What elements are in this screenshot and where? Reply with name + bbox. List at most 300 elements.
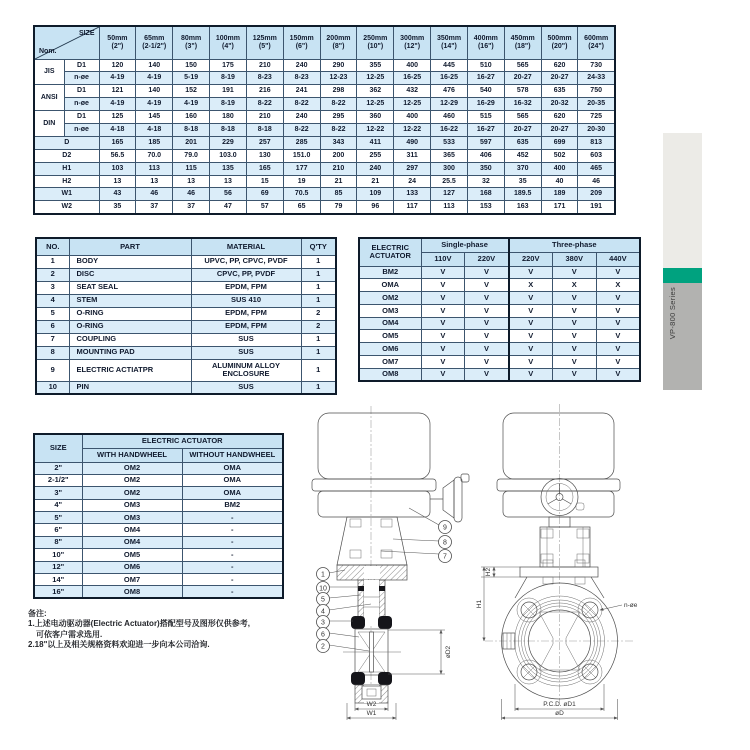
table-cell: 56.5 (99, 149, 136, 162)
table-cell: 57 (246, 201, 283, 214)
table-cell: 1 (301, 359, 336, 381)
table-cell: V (421, 279, 465, 292)
table-cell: 1 (301, 281, 336, 294)
table-cell: SUS (191, 346, 301, 359)
note-line: 1.上述电动驱动器(Electric Actuator)搭配型号及图形仅供参考, (28, 619, 250, 629)
table-cell: 135 (210, 162, 247, 175)
table-cell: 65 (283, 201, 320, 214)
table-cell: V (421, 266, 465, 279)
table-cell: 127 (431, 188, 468, 201)
table-cell: V (421, 292, 465, 305)
table-cell: 125 (99, 111, 136, 124)
table-cell: 12-29 (431, 98, 468, 111)
table-cell: V (509, 317, 553, 330)
table-cell: 620 (541, 111, 578, 124)
model-label: OM5 (359, 330, 421, 343)
table-cell: EPDM, FPM (191, 320, 301, 333)
row-label: D1 (64, 85, 99, 98)
table-cell: SUS (191, 381, 301, 394)
table-cell: 115 (173, 162, 210, 175)
handwheel-front (541, 479, 584, 516)
table-cell: OM8 (82, 586, 182, 598)
dim-h2 (481, 567, 520, 577)
table-cell: 730 (578, 59, 615, 72)
dim-label: øD (555, 710, 564, 717)
row-label: H1 (34, 162, 99, 175)
table-cell: 400 (541, 162, 578, 175)
table-row (359, 292, 640, 305)
table-cell: 201 (173, 136, 210, 149)
table-row (359, 356, 640, 369)
table-cell: BODY (69, 255, 191, 268)
table-cell: V (421, 317, 465, 330)
table-cell: 10 (36, 381, 69, 394)
callout-1 (317, 568, 330, 581)
dim-label: P.C.D. øD1 (543, 701, 576, 708)
table-row (34, 474, 283, 486)
actuator-housing-front (497, 413, 620, 517)
table-cell: OM7 (82, 574, 182, 586)
table-cell: 165 (246, 162, 283, 175)
table-cell: V (421, 356, 465, 369)
table-cell: V (509, 343, 553, 356)
table-cell: 46 (578, 175, 615, 188)
phase-group-header: Single-phase (421, 238, 509, 252)
table-row (359, 317, 640, 330)
table-row (34, 586, 283, 598)
standard-label: DIN (34, 111, 64, 137)
table-cell: 160 (173, 111, 210, 124)
mounting-pad-section (337, 565, 407, 580)
table-cell: 16-32 (504, 98, 541, 111)
valve-body-section (343, 616, 401, 685)
column-header: 300mm (12") (394, 26, 431, 59)
table-cell: 620 (541, 59, 578, 72)
table-cell: 70.5 (283, 188, 320, 201)
table-cell: OMA (182, 487, 283, 499)
table-cell: X (596, 279, 640, 292)
table-cell: V (465, 317, 509, 330)
table-cell: 16-27 (467, 72, 504, 85)
model-label: OM6 (359, 343, 421, 356)
table-cell: - (182, 549, 283, 561)
table-cell: 452 (504, 149, 541, 162)
table-cell: 1 (301, 255, 336, 268)
table-cell: 4 (36, 294, 69, 307)
row-label: W2 (34, 201, 99, 214)
column-header: NO. (36, 238, 69, 255)
series-tab-accent (663, 268, 702, 283)
table-cell: 290 (320, 59, 357, 72)
corner-size-label: SIZE (78, 30, 95, 37)
table-cell: 180 (210, 111, 247, 124)
table-cell: V (465, 279, 509, 292)
table-cell: 565 (504, 59, 541, 72)
table-cell: 16" (34, 586, 82, 598)
voltage-header: 110V (421, 252, 465, 266)
table-cell: 113 (431, 201, 468, 214)
table-cell: 210 (320, 162, 357, 175)
table-row (359, 304, 640, 317)
table-cell: 47 (210, 201, 247, 214)
table-cell: SEAT SEAL (69, 281, 191, 294)
table-cell: 285 (283, 136, 320, 149)
table-cell: 12-22 (394, 123, 431, 136)
table-cell: 725 (578, 111, 615, 124)
actuator-housing (312, 413, 436, 517)
table-cell: 635 (504, 136, 541, 149)
column-header: MATERIAL (191, 238, 301, 255)
callout-7 (439, 550, 452, 563)
table-cell: 300 (431, 162, 468, 175)
table-cell: 465 (578, 162, 615, 175)
row-label: W1 (34, 188, 99, 201)
table-cell: DISC (69, 268, 191, 281)
table-row (34, 536, 283, 548)
table-cell: 168 (467, 188, 504, 201)
table-row (36, 255, 336, 268)
table-cell: 4-19 (136, 98, 173, 111)
mounting-bracket (337, 517, 407, 565)
table-cell: 103.0 (210, 149, 247, 162)
table-cell: 240 (357, 162, 394, 175)
svg-text:5: 5 (321, 596, 325, 604)
table-cell: 4" (34, 499, 82, 511)
table-cell: V (596, 330, 640, 343)
svg-text:7: 7 (443, 553, 447, 561)
table-cell: 37 (136, 201, 173, 214)
table-cell: 121 (99, 85, 136, 98)
table-cell: V (552, 292, 596, 305)
front-view-drawing (475, 398, 660, 732)
table-cell: 7 (36, 333, 69, 346)
voltage-header: 220V (465, 252, 509, 266)
table-cell: 8-22 (283, 123, 320, 136)
table-row (34, 59, 615, 72)
table-cell: 533 (431, 136, 468, 149)
table-cell: OM6 (82, 561, 182, 573)
table-cell: 5-19 (173, 72, 210, 85)
table-row (34, 524, 283, 536)
table-cell: 2" (34, 462, 82, 474)
corner-nom-label: Nom. (39, 47, 57, 55)
table-cell: 8-22 (320, 98, 357, 111)
table-cell: 6 (36, 320, 69, 333)
table-row (359, 238, 640, 252)
table-cell: 150 (173, 59, 210, 72)
table-cell: V (465, 304, 509, 317)
table-cell: 46 (173, 188, 210, 201)
table-cell: 540 (467, 85, 504, 98)
table-cell: 350 (467, 162, 504, 175)
table-row (34, 162, 615, 175)
table-cell: OM4 (82, 536, 182, 548)
table-cell: 130 (246, 149, 283, 162)
table-cell: 16-22 (431, 123, 468, 136)
table-cell: 240 (283, 111, 320, 124)
table-row (34, 434, 283, 448)
table-cell: - (182, 561, 283, 573)
table-cell: 117 (394, 201, 431, 214)
page-edge-band (663, 133, 702, 268)
table-cell: 200 (320, 149, 357, 162)
table-cell: SUS (191, 333, 301, 346)
table-cell: 510 (467, 59, 504, 72)
table-cell: V (509, 304, 553, 317)
table-cell: 20-27 (504, 72, 541, 85)
voltage-header: 440V (596, 252, 640, 266)
table-row (36, 333, 336, 346)
series-tab-label: VP-800 Series (668, 287, 677, 340)
svg-text:1: 1 (321, 571, 325, 579)
table-cell: - (182, 524, 283, 536)
table-cell: 151.0 (283, 149, 320, 162)
table-row (36, 359, 336, 381)
table-row (36, 238, 336, 255)
standard-label: ANSI (34, 85, 64, 111)
table-row (36, 381, 336, 394)
table-cell: 152 (173, 85, 210, 98)
table-cell: V (596, 317, 640, 330)
table-cell: 4-19 (173, 98, 210, 111)
table-cell: 597 (467, 136, 504, 149)
phase-group-header: Three-phase (509, 238, 640, 252)
table-cell: 210 (246, 59, 283, 72)
table-row (34, 201, 615, 214)
table-cell: OM2 (82, 487, 182, 499)
table-row (34, 123, 615, 136)
table-cell: X (552, 279, 596, 292)
table-cell: 13 (173, 175, 210, 188)
table-cell: 140 (136, 85, 173, 98)
column-header: 65mm (2-1/2") (136, 26, 173, 59)
table-cell: 16-29 (467, 98, 504, 111)
table-cell: 445 (431, 59, 468, 72)
table-cell: V (509, 266, 553, 279)
table-row (36, 320, 336, 333)
column-header: 600mm (24") (578, 26, 615, 59)
table-cell: 2 (301, 307, 336, 320)
table-cell: 79.0 (173, 149, 210, 162)
table-cell: 1 (301, 333, 336, 346)
table-cell: X (509, 279, 553, 292)
voltage-header: 380V (552, 252, 596, 266)
column-header: WITHOUT HANDWHEEL (182, 448, 283, 462)
table-cell: V (596, 266, 640, 279)
table-cell: 241 (283, 85, 320, 98)
row-label: D (34, 136, 99, 149)
table-cell: 490 (394, 136, 431, 149)
table-cell: 8-23 (246, 72, 283, 85)
table-cell: 8-23 (283, 72, 320, 85)
table-cell: 46 (136, 188, 173, 201)
table-cell: 21 (357, 175, 394, 188)
table-cell: 813 (578, 136, 615, 149)
column-header: Q'TY (301, 238, 336, 255)
table-cell: 109 (357, 188, 394, 201)
table-cell: V (421, 343, 465, 356)
callout-9 (439, 521, 452, 534)
table-cell: 133 (394, 188, 431, 201)
row-label: n-øe (64, 98, 99, 111)
table-cell: 699 (541, 136, 578, 149)
table-cell: 1 (301, 346, 336, 359)
table-cell: 85 (320, 188, 357, 201)
table-cell: V (552, 330, 596, 343)
table-cell: V (509, 356, 553, 369)
table-cell: 255 (357, 149, 394, 162)
table-cell: V (465, 266, 509, 279)
column-header: 250mm (10") (357, 26, 394, 59)
table-cell: 210 (246, 111, 283, 124)
table-cell: 515 (467, 111, 504, 124)
table-row (34, 188, 615, 201)
table-cell: 35 (504, 175, 541, 188)
table-cell: SUS 410 (191, 294, 301, 307)
table-cell: 175 (210, 59, 247, 72)
table-row (359, 330, 640, 343)
table-cell: 4-19 (99, 72, 136, 85)
table-cell: 96 (357, 201, 394, 214)
dim-table-corner (34, 26, 99, 59)
row-label: D1 (64, 59, 99, 72)
table-cell: 15 (246, 175, 283, 188)
notes-title: 备注: (28, 609, 47, 618)
table-cell: V (509, 292, 553, 305)
table-row (36, 268, 336, 281)
table-cell: 8-19 (210, 98, 247, 111)
table-cell: OM4 (82, 524, 182, 536)
table-row (36, 346, 336, 359)
table-cell: V (421, 368, 465, 381)
table-cell: 311 (394, 149, 431, 162)
table-cell: 43 (99, 188, 136, 201)
table-cell: 12-25 (357, 98, 394, 111)
table-cell: 3 (36, 281, 69, 294)
side-section-drawing (293, 400, 483, 730)
table-cell: V (552, 343, 596, 356)
table-row (34, 149, 615, 162)
table-cell: 12-25 (394, 98, 431, 111)
table-cell: 8-22 (320, 123, 357, 136)
table-cell: 355 (357, 59, 394, 72)
table-cell: V (596, 368, 640, 381)
table-cell: EPDM, FPM (191, 307, 301, 320)
table-cell: V (552, 368, 596, 381)
table-cell: 12-23 (320, 72, 357, 85)
column-header: 500mm (20") (541, 26, 578, 59)
table-cell: COUPLING (69, 333, 191, 346)
table-cell: 163 (504, 201, 541, 214)
column-header: PART (69, 238, 191, 255)
table-cell: 56 (210, 188, 247, 201)
actuator-voltage-table (358, 237, 641, 382)
table-row (34, 561, 283, 573)
table-cell: OM2 (82, 462, 182, 474)
table-cell: 8-18 (173, 123, 210, 136)
svg-text:8: 8 (443, 539, 447, 547)
column-header: 50mm (2") (99, 26, 136, 59)
table-row (34, 487, 283, 499)
column-header: 400mm (16") (467, 26, 504, 59)
table-cell: 1 (301, 268, 336, 281)
table-cell: 365 (431, 149, 468, 162)
column-header: 450mm (18") (504, 26, 541, 59)
table-cell: 295 (320, 111, 357, 124)
table-cell: 565 (504, 111, 541, 124)
table-cell: 16-27 (467, 123, 504, 136)
table-cell: 10" (34, 549, 82, 561)
table-cell: OM3 (82, 499, 182, 511)
callout-6 (317, 628, 330, 641)
table-cell: 240 (283, 59, 320, 72)
table-cell: 191 (210, 85, 247, 98)
table-cell: O-RING (69, 320, 191, 333)
table-cell: - (182, 586, 283, 598)
svg-text:10: 10 (319, 585, 327, 593)
table-cell: 4-18 (136, 123, 173, 136)
svg-text:6: 6 (321, 631, 325, 639)
table-cell: 603 (578, 149, 615, 162)
dimensions-table (33, 25, 616, 215)
table-cell: V (596, 356, 640, 369)
table-cell: V (421, 304, 465, 317)
table-cell: 6" (34, 524, 82, 536)
table-cell: 19 (283, 175, 320, 188)
table-row (34, 85, 615, 98)
table-cell: V (509, 368, 553, 381)
series-tab (663, 283, 702, 390)
table-cell: 1 (36, 255, 69, 268)
table-cell: V (465, 343, 509, 356)
table-cell: 16-25 (394, 72, 431, 85)
table-row (359, 343, 640, 356)
column-header: 200mm (8") (320, 26, 357, 59)
table-cell: 20-27 (541, 123, 578, 136)
table-row (34, 26, 615, 59)
table-cell: MOUNTING PAD (69, 346, 191, 359)
table-cell: 578 (504, 85, 541, 98)
table-cell: 362 (357, 85, 394, 98)
table-cell: 191 (578, 201, 615, 214)
dim-label: W1 (366, 710, 377, 717)
table-cell: 5 (36, 307, 69, 320)
size-header: SIZE (34, 434, 82, 462)
table-cell: V (552, 317, 596, 330)
row-label: n-øe (64, 123, 99, 136)
table-cell: 4-19 (99, 98, 136, 111)
table-cell: STEM (69, 294, 191, 307)
table-cell: 9 (36, 359, 69, 381)
table-cell: 298 (320, 85, 357, 98)
dim-label: n-øe (624, 602, 638, 609)
note-line: 可依客户需求选用. (36, 629, 103, 639)
table-cell: 185 (136, 136, 173, 149)
svg-text:9: 9 (443, 524, 447, 532)
table-cell: BM2 (182, 499, 283, 511)
model-label: OM4 (359, 317, 421, 330)
column-header: 100mm (4") (210, 26, 247, 59)
parts-material-table (35, 237, 337, 395)
table-cell: V (596, 292, 640, 305)
note-line: 2.18"以上及相关规格资料欢迎进一步向本公司洽询. (28, 640, 210, 650)
table-cell: V (465, 356, 509, 369)
table-cell: 4-18 (99, 123, 136, 136)
callout-8 (439, 536, 452, 549)
table-cell: 120 (99, 59, 136, 72)
table-cell: 3" (34, 487, 82, 499)
table-row (359, 368, 640, 381)
